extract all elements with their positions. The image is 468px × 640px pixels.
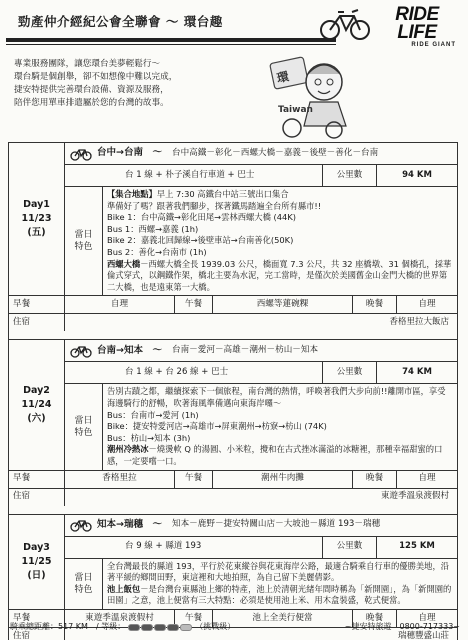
- day-block: [9, 143, 457, 331]
- km-label: 公里數: [323, 165, 377, 186]
- bicycle-icon: [318, 6, 372, 42]
- lodging-row: 住宿 東遊季溫泉渡假村: [9, 488, 457, 506]
- difficulty-dot-icon: [180, 624, 192, 631]
- transport-row: [65, 537, 457, 559]
- svg-text:Taiwan: Taiwan: [278, 105, 313, 115]
- day-label: Day3 11/25 (日): [9, 515, 65, 609]
- page-footer: [10, 622, 460, 632]
- lodging-row: 住宿 香格里拉大飯店: [9, 313, 457, 331]
- difficulty-rating: [128, 624, 192, 631]
- meals-row: 早餐 東遊季溫泉渡假村 午餐 池上全美行便當 晚餐 自理: [9, 609, 457, 627]
- route-detail: 知本－鹿野－捷安特關山店－大坡池－縣道 193－瑞穗: [171, 519, 381, 530]
- day-label: Day2 11/24 (六): [9, 340, 65, 469]
- transport-text: 台 9 線 + 縣道 193: [65, 537, 323, 558]
- highlight-label: 當日 特色: [65, 559, 103, 609]
- highlight-row: [65, 559, 457, 609]
- intro-text: 專業服務團隊，讓您環台美夢輕鬆行～ 環台騎是個創舉，卻不如想像中難以完成， 捷安特提供完善環台設備、資源及服務， 陪伴您用單車排遣屬於您的台灣的故事。: [14, 59, 178, 108]
- transport-row: [65, 362, 457, 384]
- breakfast-value: 自理: [65, 296, 175, 313]
- transport-row: [65, 165, 457, 187]
- highlight-text: 全台灣最長的縣道 193，平行於花東縱谷與花東海岸公路，最適合騎乘自行車的優勝美地，沿著平緩的鄉間田野，東這裡和大地拍照，為自己留下美麗倩影。 池上飯包－是台灣台東縣池上鄉的特產，池上於清朝光緒年間時稱為「新開園」，為「新開園的田園」之意，池上便當有三大特點：必須是使用池上米、用木盒裝盛，乾式便當。: [107, 560, 452, 606]
- meals-row: 早餐 香格里拉 午餐 潮州牛肉攤 晚餐 自理: [9, 470, 457, 488]
- header-rule: [6, 38, 336, 42]
- route-row: [65, 340, 457, 362]
- bicycle-icon: [69, 147, 93, 161]
- highlight-row: [65, 187, 457, 295]
- day-label: Day1 11/23 (五): [9, 143, 65, 295]
- highlight-text: 告別古蹟之都，繼續探索下一個旅程，南台灣的熱情，呼喚著我們大步向前!!離開市區，享受海邊騎行的舒暢，吹著海風準備邁向東海岸囉～ Bus：台南市→愛河 (1h) Bike：捷安特愛河店→高雄市→屏東潮州→枋寮→枋山 (74K) Bus：枋山→知本 (3h) 潮州冷熱冰－燒燙軟 Q 的湯圓、小米粒，攪和在古式挫冰滿溢的冰糖裡，那種幸福甜蜜的口感，一定要嚐一口。: [107, 386, 446, 466]
- page-header: [0, 0, 468, 52]
- dinner-value: 自理: [418, 612, 436, 623]
- highlight-text: 【集合地點】早上 7:30 高鐵台中站三號出口集合 準備好了嗎？跟著我們腳步，探著鐵馬踏遍全台所有縣市!! Bike 1：台中高鐵→彰化田尾→雲林西螺大橋 (44K) Bus 1：西螺→嘉義 (1h) Bike 2：嘉義北回歸線→後壁車站→台南善化(50K) Bus 2：善化→台南市 (1h) 西螺大橋－西螺大橋全長 1939.03 公尺，橋面寬 7.3 公尺，共 32 座橋墩、31 個橋孔，採華倫式穿式，以鋼鐵作架，橋北主要為水泥，完工當時，是僅次於美國舊金山金門大橋的世界第二大橋，也是遠東第一大橋。: [107, 189, 452, 292]
- difficulty-dot-icon: [141, 624, 153, 631]
- lunch-value: 池上全美行便當: [213, 610, 353, 627]
- route-row: [65, 515, 457, 537]
- km-value: 74 KM: [402, 367, 432, 378]
- lodging-value: 香格里拉大飯店: [389, 317, 449, 328]
- route-row: [65, 143, 457, 165]
- breakfast-value: 東遊季溫泉渡假村: [65, 610, 175, 627]
- route-detail: 台中高鐵－彰化－西螺大橋－嘉義－後壁－善化－台南: [171, 147, 379, 158]
- cyclist-mascot-illustration: [268, 52, 358, 140]
- transport-text: 台 1 線 + 台 26 線 + 巴士: [65, 362, 323, 383]
- km-label: 公里數: [323, 362, 377, 383]
- highlight-row: [65, 384, 457, 469]
- lunch-value: 西螺等蓮碗粿: [213, 296, 353, 313]
- difficulty-dot-icon: [128, 624, 140, 631]
- km-value: 94 KM: [402, 169, 432, 180]
- difficulty-dot-icon: [154, 624, 166, 631]
- highlight-label: 當日 特色: [65, 187, 103, 295]
- route-title: 知本→瑞穗 ～: [97, 518, 162, 530]
- contact-info: ~捷安特旅遊 0800-717333~: [344, 622, 460, 631]
- difficulty-dot-icon: [167, 624, 179, 631]
- dinner-value: 自理: [418, 299, 436, 310]
- bicycle-icon: [69, 344, 93, 358]
- dinner-value: 自理: [418, 473, 436, 484]
- svg-text:環: 環: [275, 69, 291, 86]
- ride-life-logo: RIDE LIFE RIDE GIANT: [395, 4, 456, 48]
- route-title: 台南→知本 ～: [97, 344, 162, 356]
- total-distance: 騎乘總距離：517 KM / 等級：: [10, 622, 126, 631]
- breakfast-value: 香格里拉: [65, 471, 175, 488]
- page-title: 勁產仲介經紀公會全聯會 ～ 環台趣: [18, 14, 223, 29]
- bicycle-icon: [69, 518, 93, 532]
- highlight-label: 當日 特色: [65, 384, 103, 469]
- km-label: 公里數: [323, 537, 377, 558]
- meals-row: 早餐 自理 午餐 西螺等蓮碗粿 晚餐 自理: [9, 295, 457, 313]
- lodging-value: 瑞穗豐盛山莊: [397, 630, 449, 640]
- lodging-row: 住宿 瑞穗豐盛山莊: [9, 627, 457, 640]
- day-block: [9, 339, 457, 505]
- difficulty-text: （挑戰級）: [195, 622, 236, 631]
- transport-text: 台 1 線 + 朴子溪自行車道 + 巴士: [65, 165, 323, 186]
- lunch-value: 潮州牛肉攤: [213, 471, 353, 488]
- lodging-value: 東遊季溫泉渡假村: [380, 491, 449, 502]
- header-rule-thin: [6, 44, 336, 45]
- route-title: 台中→台南 ～: [97, 147, 162, 159]
- km-value: 125 KM: [399, 541, 435, 552]
- itinerary-table: [8, 142, 458, 640]
- route-detail: 台南－愛河－高雄－潮州－枋山－知本: [171, 345, 319, 356]
